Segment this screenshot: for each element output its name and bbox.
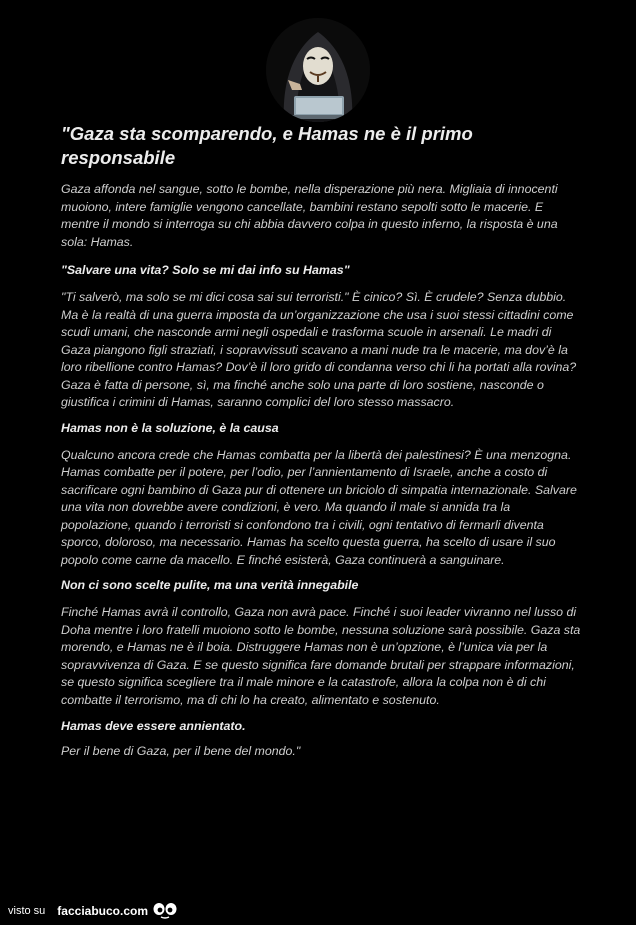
- section-paragraph: Per il bene di Gaza, per il bene del mondo.": [61, 744, 301, 758]
- intro-paragraph: Gaza affonda nel sangue, sotto le bombe, nella disperazione più nera. Migliaia di innocenti muoiono, intere famiglie vengono cancellate, bambini restano sepolti sotto le macerie. E mentre il mondo si interroga su chi abbia davvero colpa in questo inferno, la risposta è una sola: Hamas.: [61, 182, 558, 249]
- section-heading: "Salvare una vita? Solo se mi dai info su Hamas": [61, 263, 350, 277]
- watermark-brand[interactable]: facciabuco.com: [57, 904, 148, 918]
- author-avatar: [266, 18, 370, 122]
- section-paragraph: Finché Hamas avrà il controllo, Gaza non avrà pace. Finché i suoi leader vivranno nel lusso di Doha mentre i loro fratelli muoiono sotto le bombe, nessuna soluzione sarà possibile. Gaza sta morendo, e Hamas ne è il boia. Distruggere Hamas non è un’opzione, è l’unica via per la sopravvivenza di Gaza. E se questo significa fare domande brutali per strappare informazioni, se questo significa scegliere tra il male minore e la catastrofe, allora la colpa non è di chi combatte il terrorismo, ma di chi lo ha creato, alimentato e sostenuto.: [61, 605, 581, 707]
- hooded-mask-figure-icon: [266, 18, 370, 122]
- article: [61, 122, 581, 761]
- section-heading: Hamas non è la soluzione, è la causa: [61, 420, 279, 435]
- section-heading: Hamas deve essere annientato.: [61, 719, 246, 733]
- section-heading: Non ci sono scelte pulite, ma una verità innegabile: [61, 578, 359, 592]
- section-paragraph: "Ti salverò, ma solo se mi dici cosa sai sui terroristi." È cinico? Sì. È crudele? Senza dubbio. Ma è la realtà di una guerra imposta da un’organizzazione che usa i suoi stessi cittadini come scudi umani, che nasconde armi negli ospedali e trasforma scuole in arsenali. Le madri di Gaza piangono figli straziati, i sopravvissuti scavano a mani nude tra le macerie, ma dov’è la loro ribellione contro Hamas? Dov’è il loro grido di condanna verso chi li ha portati alla rovina? Gaza è fatta di persone, sì, ma finché anche solo una parte di loro sostiene, nasconde o giustifica i crimini di Hamas, saranno complici del loro stesso massacro.: [61, 290, 577, 409]
- facciabuco-eyes-icon: [152, 902, 178, 920]
- watermark-label: visto su: [8, 905, 46, 917]
- watermark: [8, 900, 178, 922]
- article-title: "Gaza sta scomparendo, e Hamas ne è il primo responsabile: [61, 123, 473, 168]
- section-paragraph: Qualcuno ancora crede che Hamas combatta per la libertà dei palestinesi? È una menzogna. Hamas combatte per il potere, per l’odio, per l’annientamento di Israele, anche a costo di sacrificare ogni bambino di Gaza pur di ottenere un briciolo di simpatia internazionale. Salvare una vita non dovrebbe avere condizioni, è vero. Ma quando il male si annida tra la popolazione, quando i terroristi si confondono tra i civili, ogni tentativo di fermarli diventa sporco, doloroso, ma necessario. Hamas ha scelto questa guerra, ha scelto di usare il suo popolo come carne da macello. E finché esisterà, Gaza continuerà a sanguinare.: [61, 447, 577, 567]
